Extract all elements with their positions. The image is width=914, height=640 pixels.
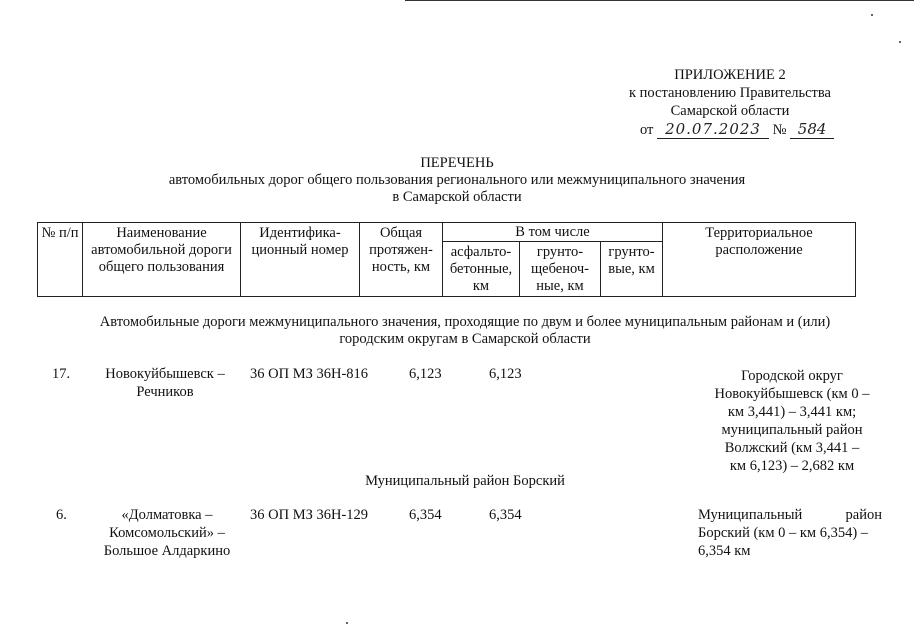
road-territory <box>698 506 882 560</box>
date-prefix: от <box>640 122 654 138</box>
road-name-line: Новокуйбышевск – <box>105 366 225 382</box>
header-col-territory: Территориальное расположение <box>663 223 856 297</box>
territory-word: район <box>845 507 882 523</box>
territory-line: Городской округ <box>741 368 843 384</box>
road-length-asphalt: 6,123 <box>489 366 522 382</box>
road-name-line: Речников <box>136 384 194 400</box>
road-length-total: 6,354 <box>409 507 442 523</box>
handwritten-number: 584 <box>790 120 834 139</box>
appendix-resolution: к постановлению Правительства <box>629 85 831 101</box>
section-borsky: Муниципальный район Борский <box>365 473 565 489</box>
territory-line: Волжский (км 3,441 – <box>724 440 860 456</box>
number-prefix: № <box>772 122 787 138</box>
territory-line: 6,354 км <box>698 543 751 559</box>
header-col-num: № п/п <box>38 223 83 297</box>
territory-line <box>698 506 882 524</box>
scan-speck <box>899 41 901 43</box>
section-intermunicipal-line2: городским округам в Самарской области <box>339 331 591 347</box>
road-id: 36 ОП МЗ 36Н-129 <box>250 507 369 523</box>
road-name-line: Комсомольский» – <box>109 525 225 541</box>
header-col-asphalt: асфальто-бетонные, км <box>443 242 520 297</box>
row-number: 6. <box>56 507 67 523</box>
header-col-including: В том числе <box>443 223 663 242</box>
territory-line: км 6,123) – 2,682 км <box>729 458 855 474</box>
header-col-dirt: грунто-вые, км <box>601 242 663 297</box>
road-name-line: «Долматовка – <box>121 507 213 523</box>
row-number: 17. <box>52 366 71 382</box>
territory-line: Борский (км 0 – км 6,354) – <box>698 525 869 541</box>
territory-line: км 3,441) – 3,441 км; <box>727 404 857 420</box>
approval-line <box>640 120 860 139</box>
appendix-block <box>600 66 860 120</box>
territory-word: Муниципальный <box>698 507 803 523</box>
road-territory <box>694 367 890 475</box>
scan-speck <box>871 14 873 16</box>
document-title: ПЕРЕЧЕНЬ <box>420 155 494 171</box>
section-intermunicipal <box>70 314 860 348</box>
appendix-region: Самарской области <box>670 103 790 119</box>
header-col-gravel: грунто-щебеноч-ные, км <box>520 242 601 297</box>
appendix-title: ПРИЛОЖЕНИЕ 2 <box>674 67 786 83</box>
header-col-id: Идентифика-ционный номер <box>241 223 360 297</box>
section-intermunicipal-line1: Автомобильные дороги межмуниципального значения, проходящие по двум и более муниципальным районам и (или) <box>99 314 831 330</box>
road-length-total: 6,123 <box>409 366 442 382</box>
handwritten-date: 20.07.2023 <box>657 120 769 139</box>
territory-line: Новокуйбышевск (км 0 – <box>714 386 870 402</box>
top-rule <box>405 0 914 1</box>
road-name-line: Большое Алдаркино <box>103 543 231 559</box>
scan-speck <box>346 622 348 624</box>
road-id: 36 ОП МЗ 36Н-816 <box>250 366 369 382</box>
document-subtitle: автомобильных дорог общего пользования регионального или межмуниципального значения <box>168 172 746 188</box>
roads-table-header <box>37 222 856 297</box>
header-col-name: Наименование автомобильной дороги общего пользования <box>83 223 241 297</box>
road-name <box>86 365 244 401</box>
document-subtitle-region: в Самарской области <box>392 189 522 205</box>
territory-line: муниципальный район <box>721 422 863 438</box>
road-length-asphalt: 6,354 <box>489 507 522 523</box>
document-heading <box>100 155 814 206</box>
road-name <box>88 506 246 560</box>
header-col-total: Общая протяжен-ность, км <box>360 223 443 297</box>
